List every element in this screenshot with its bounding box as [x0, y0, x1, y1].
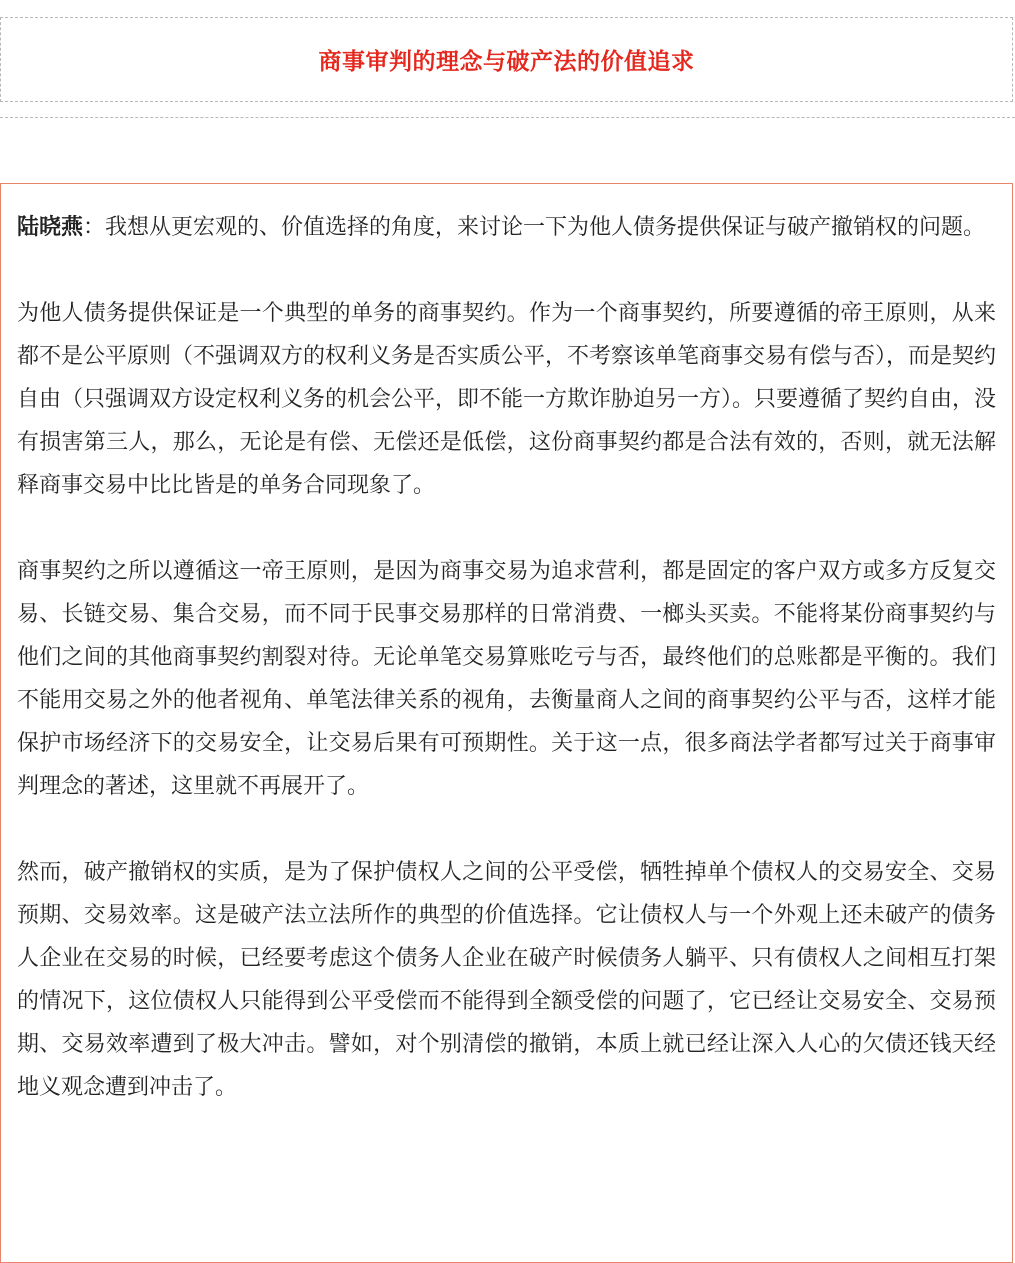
paragraph-2: 商事契约之所以遵循这一帝王原则，是因为商事交易为追求营利，都是固定的客户双方或多方反复交易、长链交易、集合交易，而不同于民事交易那样的日常消费、一榔头买卖。不能将某份商事契约与他们之间的其他商事契约割裂对待。无论单笔交易算账吃亏与否，最终他们的总账都是平衡的。我们不能用交易之外的他者视角、单笔法律关系的视角，去衡量商人之间的商事契约公平与否，这样才能保护市场经济下的交易安全，让交易后果有可预期性。关于这一点，很多商法学者都写过关于商事审判理念的著述，这里就不再展开了。 — [17, 559, 996, 799]
paragraph-3: 然而，破产撤销权的实质，是为了保护债权人之间的公平受偿，牺牲掉单个债权人的交易安全、交易预期、交易效率。这是破产法立法所作的典型的价值选择。它让债权人与一个外观上还未破产的债务人企业在交易的时候，已经要考虑这个债务人企业在破产时候债务人躺平、只有债权人之间相互打架的情况下，这位债权人只能得到公平受偿而不能得到全额受偿的问题了，它已经让交易安全、交易预期、交易效率遭到了极大冲击。譬如，对个别清偿的撤销，本质上就已经让深入人心的欠债还钱天经地义观念遭到冲击了。 — [17, 860, 996, 1100]
speaker-separator: ： — [83, 215, 106, 240]
intro-text: 我想从更宏观的、价值选择的角度，来讨论一下为他人债务提供保证与破产撤销权的问题。 — [105, 215, 986, 240]
paragraph-intro — [17, 206, 996, 249]
paragraph-1: 为他人债务提供保证是一个典型的单务的商事契约。作为一个商事契约，所要遵循的帝王原则，从来都不是公平原则（不强调双方的权利义务是否实质公平，不考察该单笔商事交易有偿与否），而是契约自由（只强调双方设定权利义务的机会公平，即不能一方欺诈胁迫另一方）。只要遵循了契约自由，没有损害第三人，那么，无论是有偿、无偿还是低偿，这份商事契约都是合法有效的，否则，就无法解释商事交易中比比皆是的单务合同现象了。 — [17, 301, 997, 498]
title-box — [0, 17, 1013, 102]
page-title: 商事审判的理念与破产法的价值追求 — [318, 49, 695, 75]
speaker-name: 陆晓燕 — [17, 215, 84, 240]
article-content — [0, 183, 1013, 1263]
section-divider — [0, 117, 1015, 118]
